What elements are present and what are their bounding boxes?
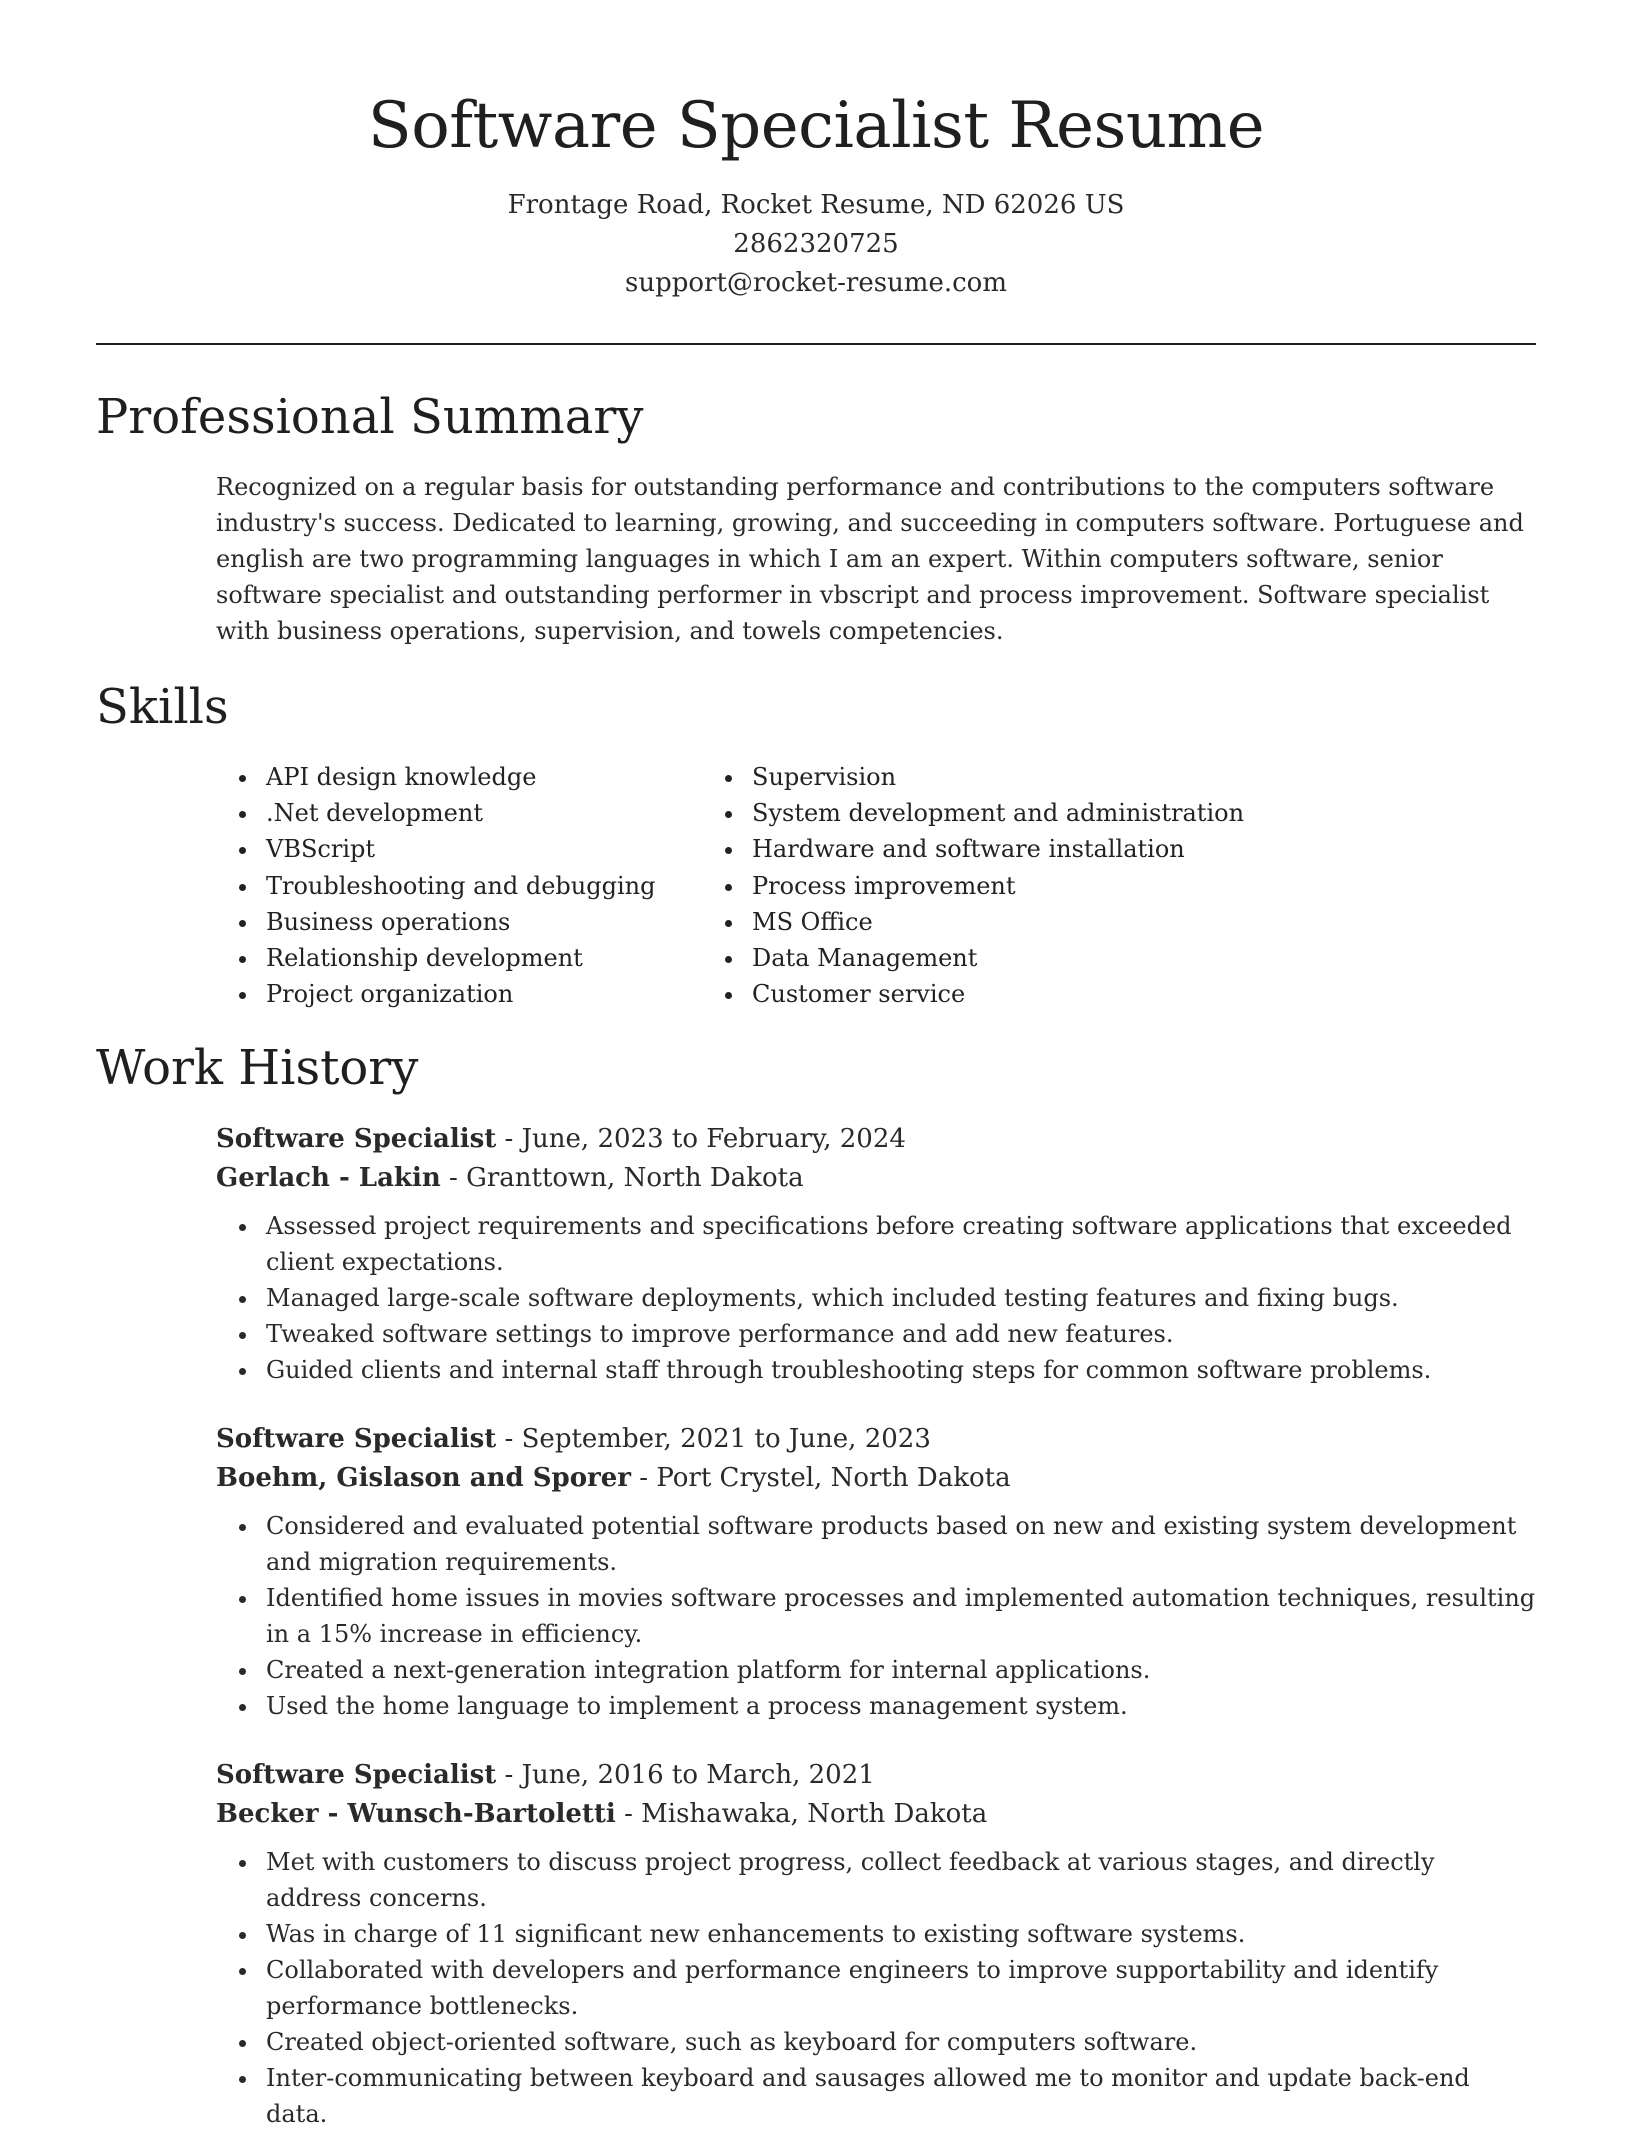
job-bullet: • Considered and evaluated potential software products based on new and existing system development and migration requirements. — [260, 1508, 1536, 1580]
header-divider — [96, 343, 1536, 345]
job-title: Software Specialist — [216, 1760, 497, 1791]
contact-block — [96, 186, 1536, 303]
separator: - — [496, 1760, 522, 1791]
job-company: Gerlach - Lakin — [216, 1163, 441, 1194]
job-bullet: • Met with customers to discuss project progress, collect feedback at various stages, and directly address concerns. — [260, 1844, 1536, 1916]
summary-heading: Professional Summary — [96, 389, 644, 445]
job-bullet: • Created a next-generation integration platform for internal applications. — [260, 1652, 1536, 1688]
skill-item: • Supervision — [746, 759, 1244, 795]
separator: - — [630, 1463, 657, 1494]
summary-text: Recognized on a regular basis for outstanding performance and contributions to the computers software industry's success. Dedicated to learning, growing, and succeeding in computers software. Portuguese and english are two programming languages in which I am an expert. Within computers software, senior software specialist and outstanding performer in vbscript and process improvement. Software specialist with business operations, supervision, and towels competencies. — [216, 473, 1524, 645]
job-bullet: • Was in charge of 11 significant new enhancements to existing software systems. — [260, 1916, 1536, 1952]
work-history-heading: Work History — [96, 1040, 419, 1097]
contact-address: Frontage Road, Rocket Resume, ND 62026 US — [507, 190, 1125, 220]
job-title-line — [216, 1756, 1536, 1795]
skill-item: • Project organization — [260, 976, 746, 1012]
job-dates: June, 2023 to February, 2024 — [521, 1124, 906, 1155]
skill-item: • Business operations — [260, 904, 746, 940]
job-bullet: • Used the home language to implement a process management system. — [260, 1688, 1536, 1724]
skill-item: • Hardware and software installation — [746, 831, 1244, 867]
job-location: Granttown, North Dakota — [466, 1163, 804, 1194]
job-title: Software Specialist — [216, 1424, 497, 1455]
job-company: Becker - Wunsch-Bartoletti — [216, 1799, 616, 1830]
job-bullets — [216, 1208, 1536, 1388]
job-title: Software Specialist — [216, 1124, 497, 1155]
skills-list — [96, 759, 1536, 1012]
job-dates: September, 2021 to June, 2023 — [521, 1424, 931, 1455]
job-bullet: • Collaborated with developers and performance engineers to improve supportability and identify performance bottlenecks. — [260, 1952, 1536, 2024]
skill-item: • .Net development — [260, 795, 746, 831]
job-dates: June, 2016 to March, 2021 — [521, 1760, 875, 1791]
skill-item: • API design knowledge — [260, 759, 746, 795]
job-title-line — [216, 1420, 1536, 1459]
job-location: Port Crystel, North Dakota — [656, 1463, 1011, 1494]
job-bullet: • Created object-oriented software, such as keyboard for computers software. — [260, 2024, 1536, 2060]
separator: - — [496, 1124, 522, 1155]
job-company: Boehm, Gislason and Sporer — [216, 1463, 631, 1494]
job-entry — [216, 1420, 1536, 1724]
job-bullets — [216, 1508, 1536, 1724]
resume-page — [96, 0, 1536, 2132]
job-bullet: • Managed large-scale software deployments, which included testing features and fixing bugs. — [260, 1280, 1536, 1316]
work-history-list — [96, 1120, 1536, 2132]
contact-phone: 2862320725 — [733, 229, 899, 259]
skill-item: • Troubleshooting and debugging — [260, 868, 746, 904]
job-entry — [216, 1756, 1536, 2132]
job-bullet: • Inter-communicating between keyboard and sausages allowed me to monitor and update back-end data. — [260, 2060, 1536, 2132]
resume-title: Software Specialist Resume — [367, 89, 1265, 163]
job-bullet: • Assessed project requirements and specifications before creating software applications that exceeded client expectations. — [260, 1208, 1536, 1280]
separator: - — [615, 1799, 642, 1830]
job-bullets — [216, 1844, 1536, 2132]
contact-email: support@rocket-resume.com — [624, 268, 1007, 298]
skills-heading: Skills — [96, 679, 229, 735]
skills-column-right — [746, 759, 1244, 1012]
skill-item: • Data Management — [746, 940, 1244, 976]
skill-item: • Relationship development — [260, 940, 746, 976]
job-company-line — [216, 1795, 1536, 1834]
job-title-line — [216, 1120, 1536, 1159]
job-location: Mishawaka, North Dakota — [641, 1799, 988, 1830]
job-entry — [216, 1120, 1536, 1388]
job-company-line — [216, 1459, 1536, 1498]
job-bullet: • Tweaked software settings to improve performance and add new features. — [260, 1316, 1536, 1352]
skill-item: • MS Office — [746, 904, 1244, 940]
job-bullet: • Guided clients and internal staff through troubleshooting steps for common software problems. — [260, 1352, 1536, 1388]
job-bullet: • Identified home issues in movies software processes and implemented automation techniques, resulting in a 15% increase in efficiency. — [260, 1580, 1536, 1652]
skill-item: • Customer service — [746, 976, 1244, 1012]
skill-item: • VBScript — [260, 831, 746, 867]
job-company-line — [216, 1159, 1536, 1198]
skill-item: • System development and administration — [746, 795, 1244, 831]
skills-column-left — [96, 759, 746, 1012]
separator: - — [440, 1163, 467, 1194]
skill-item: • Process improvement — [746, 868, 1244, 904]
separator: - — [496, 1424, 522, 1455]
